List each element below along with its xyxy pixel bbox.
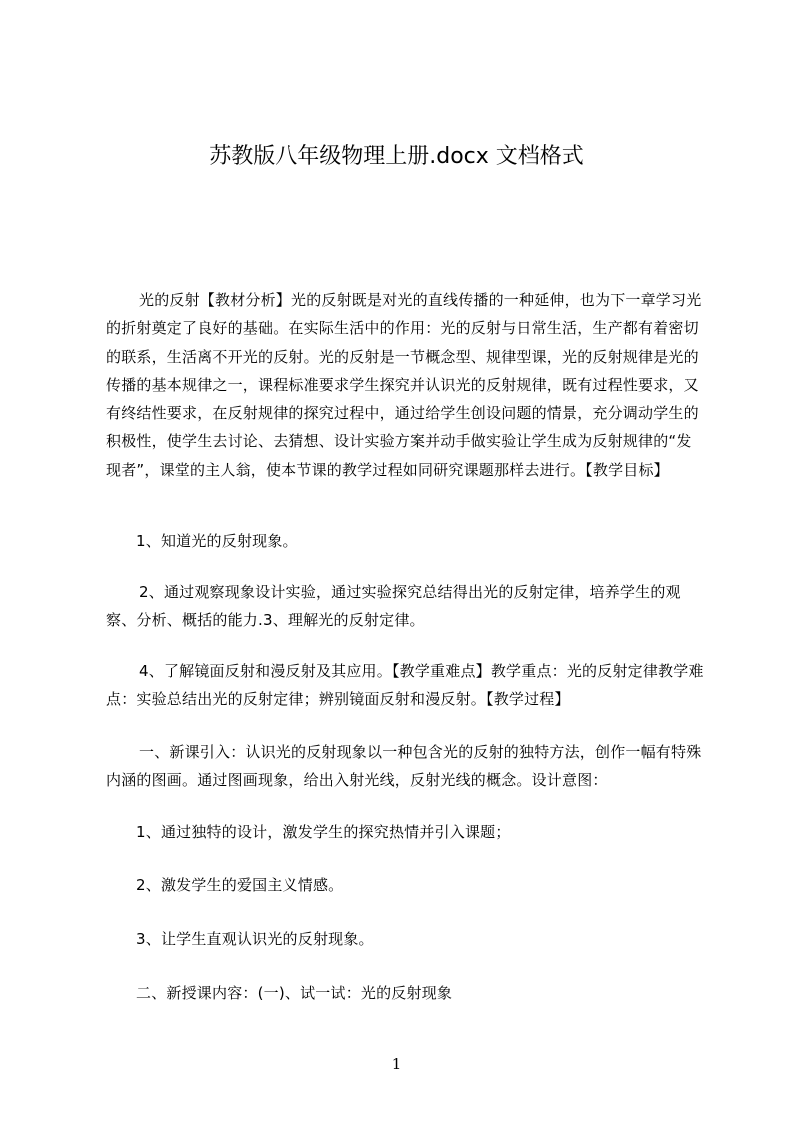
paragraph-lesson-intro: 一、新课引入：认识光的反射现象以一种包含光的反射的独特方法，创作一幅有特殊内涵的图画。通过图画现象，给出入射光线，反射光线的概念。设计意图： — [106, 743, 702, 790]
paragraph-design-point-3: 3、让学生直观认识光的反射现象。 — [136, 930, 374, 948]
document-title: 苏教版八年级物理上册.docx 文档格式 — [209, 144, 584, 169]
paragraph-objective-1: 1、知道光的反射现象。 — [136, 532, 298, 550]
page-number: 1 — [391, 1055, 402, 1073]
paragraph-teaching-analysis: 光的反射【教材分析】光的反射既是对光的直线传播的一种延伸，也为下一章学习光的折射奠定了良好的基础。在实际生活中的作用：光的反射与日常生活，生产都有着密切的联系，生活离不开光的反射。光的反射是一节概念型、规律型课，光的反射规律是光的传播的基本规律之一，课程标准要求学生探究并认识光的反射规律，既有过程性要求，又有终结性要求，在反射规律的探究过程中，通过给学生创设问题的情景，充分调动学生的积极性，使学生去讨论、去猜想、设计实验方案并动手做实验让学生成为反射规律的“发现者”，课堂的主人翁，使本节课的教学过程如同研究课题那样去进行。【教学目标】 — [106, 291, 702, 479]
paragraph-objective-4-key-points: 4、了解镜面反射和漫反射及其应用。【教学重难点】教学重点：光的反射定律教学难点：实验总结出光的反射定律；辨别镜面反射和漫反射。【教学过程】 — [106, 662, 704, 709]
paragraph-new-lesson-content: 二、新授课内容：(一)、试一试：光的反射现象 — [136, 984, 453, 1002]
paragraph-design-point-2: 2、激发学生的爱国主义情感。 — [136, 876, 344, 894]
paragraph-design-point-1: 1、通过独特的设计，激发学生的探究热情并引入课题； — [136, 823, 511, 841]
paragraph-objective-2-3: 2、通过观察现象设计实验，通过实验探究总结得出光的反射定律，培养学生的观察、分析、概括的能力.3、理解光的反射定律。 — [106, 583, 681, 630]
